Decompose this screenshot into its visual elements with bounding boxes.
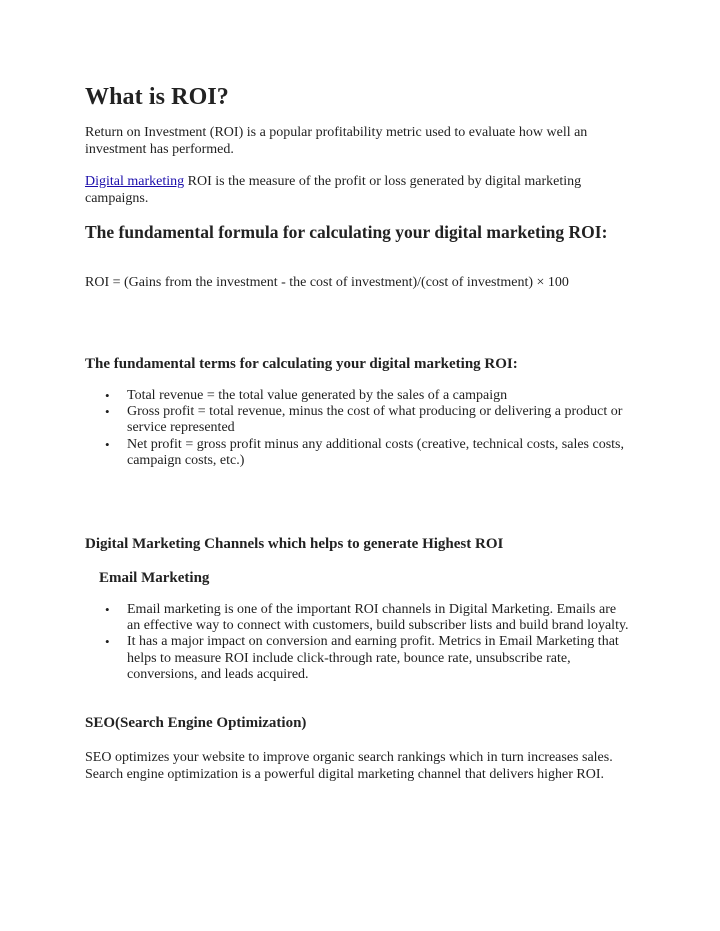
- page-title: What is ROI?: [85, 84, 229, 110]
- list-item: • Gross profit = total revenue, minus the cost of what producing or delivering a product or service represented: [85, 404, 630, 436]
- email-points-list: [85, 602, 630, 683]
- list-item: • Total revenue = the total value generated by the sales of a campaign: [85, 388, 630, 404]
- email-marketing-heading: Email Marketing: [99, 570, 210, 586]
- list-item: • Net profit = gross profit minus any additional costs (creative, technical costs, sales costs, campaign costs, etc.): [85, 437, 630, 469]
- digital-marketing-link[interactable]: Digital marketing: [85, 174, 185, 189]
- formula-heading: The fundamental formula for calculating your digital marketing ROI:: [85, 222, 608, 242]
- seo-heading: SEO(Search Engine Optimization): [85, 715, 307, 731]
- digital-marketing-text: ROI is the measure of the profit or loss generated by digital marketing campaigns.: [85, 174, 582, 206]
- terms-list: [85, 388, 630, 469]
- list-item: • It has a major impact on conversion and earning profit. Metrics in Email Marketing that helps to measure ROI include click-through rate, bounce rate, unsubscribe rate, conversions, and leads acquired.: [85, 634, 630, 683]
- seo-paragraph: SEO optimizes your website to improve organic search rankings which in turn increases sales. Search engine optimization is a powerful digital marketing channel that delivers higher ROI.: [85, 750, 613, 782]
- terms-heading: The fundamental terms for calculating your digital marketing ROI:: [85, 356, 518, 372]
- formula-text: ROI = (Gains from the investment - the cost of investment)/(cost of investment) × 100: [85, 275, 569, 290]
- list-item: • Email marketing is one of the important ROI channels in Digital Marketing. Emails are an effective way to connect with customers, build subscriber lists and build brand loyalty.: [85, 602, 630, 634]
- digital-marketing-paragraph: [85, 174, 645, 207]
- intro-paragraph: Return on Investment (ROI) is a popular profitability metric used to evaluate how well an investment has performed.: [85, 125, 588, 157]
- channels-heading: Digital Marketing Channels which helps to generate Highest ROI: [85, 536, 504, 552]
